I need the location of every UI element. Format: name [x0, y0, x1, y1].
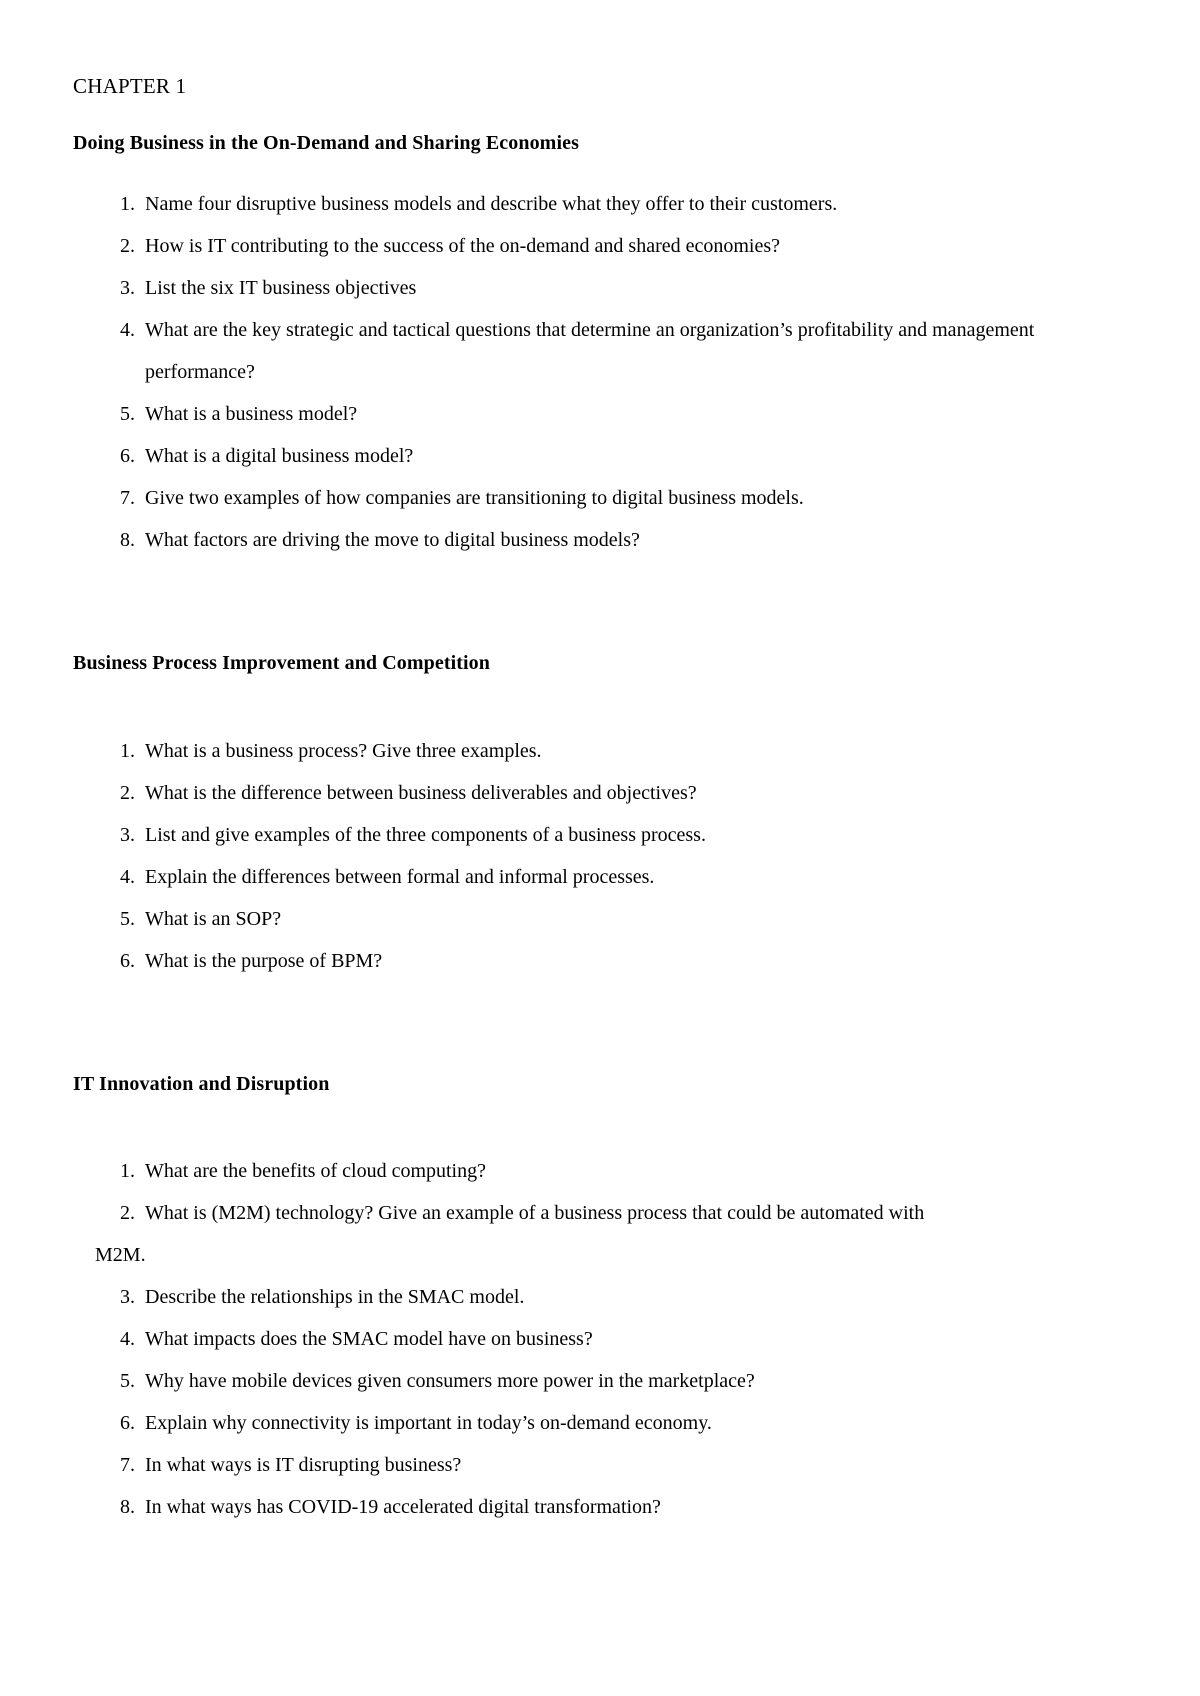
question-text: What is (M2M) technology? Give an example of a business process that could be automated with: [145, 1202, 925, 1224]
question-text: List the six IT business objectives: [145, 277, 417, 299]
section-heading-it-innovation: IT Innovation and Disruption: [73, 1073, 330, 1095]
question-text: What factors are driving the move to digital business models?: [145, 529, 640, 551]
question-text: What is the purpose of BPM?: [145, 950, 383, 972]
item-number: 5.: [120, 1370, 135, 1392]
question-list-it-innovation: [73, 1150, 1123, 1528]
list-item: [73, 1360, 1123, 1402]
list-item: [73, 519, 1123, 561]
list-item: [73, 477, 1123, 519]
item-number: 4.: [120, 1328, 135, 1350]
question-text: Name four disruptive business models and describe what they offer to their customers.: [145, 193, 838, 215]
item-number: 8.: [120, 529, 135, 551]
list-item: [73, 730, 1123, 772]
list-item: [73, 183, 1123, 225]
question-text-continuation: M2M.: [95, 1244, 146, 1266]
list-item: [73, 1486, 1123, 1528]
item-number: 4.: [120, 319, 135, 341]
list-item: [73, 856, 1123, 898]
question-text: List and give examples of the three components of a business process.: [145, 824, 706, 846]
question-text: What are the key strategic and tactical questions that determine an organization’s profitability and management performance?: [145, 319, 1035, 383]
item-number: 2.: [120, 1202, 135, 1224]
question-list-on-demand: [73, 183, 1123, 561]
question-text: Explain the differences between formal and informal processes.: [145, 866, 655, 888]
item-number: 2.: [120, 235, 135, 257]
list-item: [73, 225, 1123, 267]
question-text: What impacts does the SMAC model have on business?: [145, 1328, 593, 1350]
item-number: 6.: [120, 950, 135, 972]
item-number: 6.: [120, 1412, 135, 1434]
question-text: Why have mobile devices given consumers more power in the marketplace?: [145, 1370, 755, 1392]
item-number: 7.: [120, 487, 135, 509]
list-item: [73, 814, 1123, 856]
list-item: [73, 393, 1123, 435]
list-item: [73, 1150, 1123, 1192]
item-number: 2.: [120, 782, 135, 804]
question-text: How is IT contributing to the success of the on-demand and shared economies?: [145, 235, 781, 257]
question-text: What is a business model?: [145, 403, 358, 425]
list-item: [73, 1402, 1123, 1444]
question-text: In what ways is IT disrupting business?: [145, 1454, 462, 1476]
question-text: What is a digital business model?: [145, 445, 414, 467]
list-item: [73, 1444, 1123, 1486]
list-item: [73, 940, 1123, 982]
section-heading-business-process: Business Process Improvement and Competition: [73, 652, 491, 674]
question-text: What is an SOP?: [145, 908, 282, 930]
item-number: 8.: [120, 1496, 135, 1518]
item-number: 5.: [120, 403, 135, 425]
question-text: In what ways has COVID-19 accelerated digital transformation?: [145, 1496, 661, 1518]
question-list-business-process: [73, 730, 1123, 982]
list-item: [73, 435, 1123, 477]
list-item: [73, 1276, 1123, 1318]
question-text: Give two examples of how companies are transitioning to digital business models.: [145, 487, 804, 509]
item-number: 6.: [120, 445, 135, 467]
list-item: [73, 1318, 1123, 1360]
item-number: 4.: [120, 866, 135, 888]
section-heading-on-demand: Doing Business in the On-Demand and Sharing Economies: [73, 132, 579, 154]
item-number: 1.: [120, 193, 135, 215]
list-item: [73, 772, 1123, 814]
item-number: 3.: [120, 277, 135, 299]
list-item: [73, 309, 1123, 393]
item-number: 1.: [120, 1160, 135, 1182]
list-item: [73, 1192, 1123, 1276]
question-text: What are the benefits of cloud computing?: [145, 1160, 486, 1182]
question-text: Describe the relationships in the SMAC model.: [145, 1286, 525, 1308]
item-number: 7.: [120, 1454, 135, 1476]
item-number: 3.: [120, 1286, 135, 1308]
item-number: 3.: [120, 824, 135, 846]
question-text: Explain why connectivity is important in today’s on-demand economy.: [145, 1412, 712, 1434]
question-text: What is the difference between business deliverables and objectives?: [145, 782, 697, 804]
item-number: 5.: [120, 908, 135, 930]
list-item: [73, 267, 1123, 309]
question-text: What is a business process? Give three examples.: [145, 740, 542, 762]
item-number: 1.: [120, 740, 135, 762]
chapter-title: CHAPTER 1: [73, 74, 187, 98]
list-item: [73, 898, 1123, 940]
